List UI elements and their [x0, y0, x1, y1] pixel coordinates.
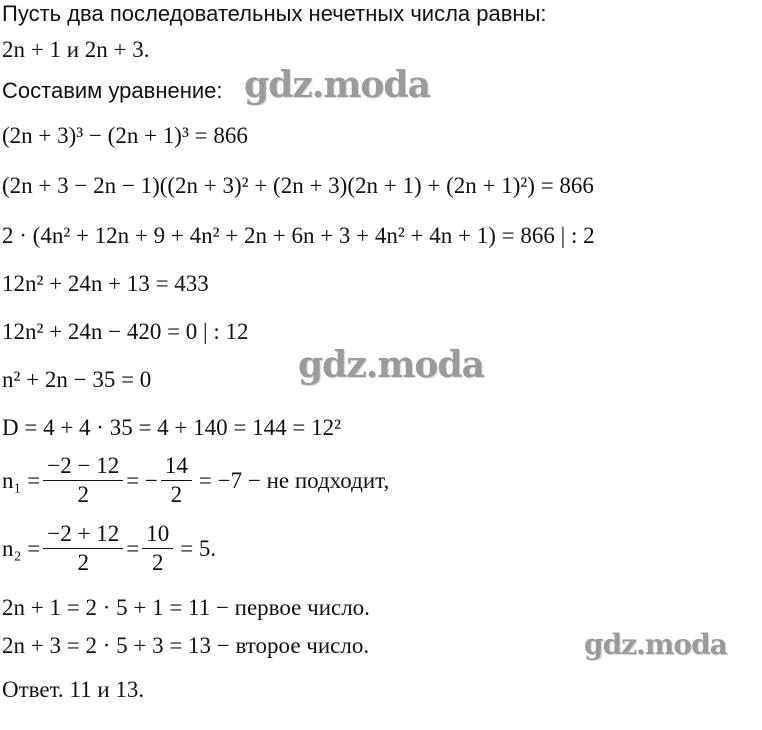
root-1-numerator-2: 14: [161, 452, 192, 481]
equation-3: [2, 222, 595, 250]
equation-6-content: n² + 2n − 35 = 0: [2, 367, 152, 392]
watermark-logo-middle: gdz.moda: [298, 344, 484, 386]
root-2-numerator: −2 + 12: [43, 520, 123, 549]
first-number-line: [2, 594, 370, 622]
watermark-logo-top: gdz.moda: [244, 64, 430, 106]
second-number-content: 2n + 3 = 2 · 5 + 3 = 13 − второе число.: [2, 633, 370, 658]
answer-content: Ответ. 11 и 13.: [2, 677, 145, 702]
root-2-fraction-2: [142, 520, 173, 577]
numbers-line: [2, 36, 150, 64]
root-1-fraction: [43, 452, 123, 509]
equation-4-content: 12n² + 24n + 13 = 433: [2, 271, 209, 296]
root-1-label: n₁ =: [2, 467, 41, 493]
equation-5-content: 12n² + 24n − 420 = 0 | : 12: [2, 319, 249, 344]
equation-2-content: (2n + 3 − 2n − 1)((2n + 3)² + (2n + 3)(2n + 1) + (2n + 1)²) = 866: [2, 173, 594, 198]
root-2-numerator-2: 10: [142, 520, 173, 549]
equation-6: [2, 366, 151, 394]
root-1-tail: = −7 − не подходит,: [198, 467, 390, 493]
equation-5: [2, 318, 249, 346]
first-number-content: 2n + 1 = 2 · 5 + 1 = 11 − первое число.: [2, 595, 370, 620]
root-2-denominator: 2: [77, 550, 89, 575]
root-2-label: n₂ =: [2, 535, 41, 561]
watermark-logo-bottom: gdz.moda: [584, 628, 727, 661]
discriminant-line: [2, 414, 341, 442]
root-2-denominator-2: 2: [151, 550, 164, 575]
equation-3-content: 2 · (4n² + 12n + 9 + 4n² + 2n + 6n + 3 + 4n² + 4n + 1) = 866 | : 2: [2, 223, 595, 248]
root-2-middle: =: [126, 535, 140, 561]
equation-1: [2, 122, 248, 150]
root-1-denominator: 2: [77, 482, 89, 507]
root-2-tail: = 5.: [180, 535, 217, 561]
compose-text: [2, 77, 222, 105]
intro-text-content: Пусть два последовательных нечетных числа равны:: [2, 1, 547, 26]
equation-1-content: (2n + 3)³ − (2n + 1)³ = 866: [2, 123, 248, 148]
equation-2: [2, 172, 594, 200]
root-2-line: [2, 520, 216, 577]
equation-4: [2, 270, 209, 298]
root-1-line: [2, 452, 389, 509]
second-number-line: [2, 632, 369, 660]
root-1-numerator: −2 − 12: [43, 452, 123, 481]
root-1-fraction-2: [161, 452, 192, 509]
discriminant-content: D = 4 + 4 · 35 = 4 + 140 = 144 = 12²: [2, 415, 341, 440]
root-2-fraction: [43, 520, 123, 577]
answer-line: [2, 676, 144, 704]
intro-text: [2, 0, 547, 28]
root-1-denominator-2: 2: [170, 482, 183, 507]
root-1-middle: = −: [126, 467, 158, 493]
numbers-expression: 2n + 1 и 2n + 3.: [2, 37, 150, 62]
compose-text-content: Составим уравнение:: [2, 78, 223, 103]
